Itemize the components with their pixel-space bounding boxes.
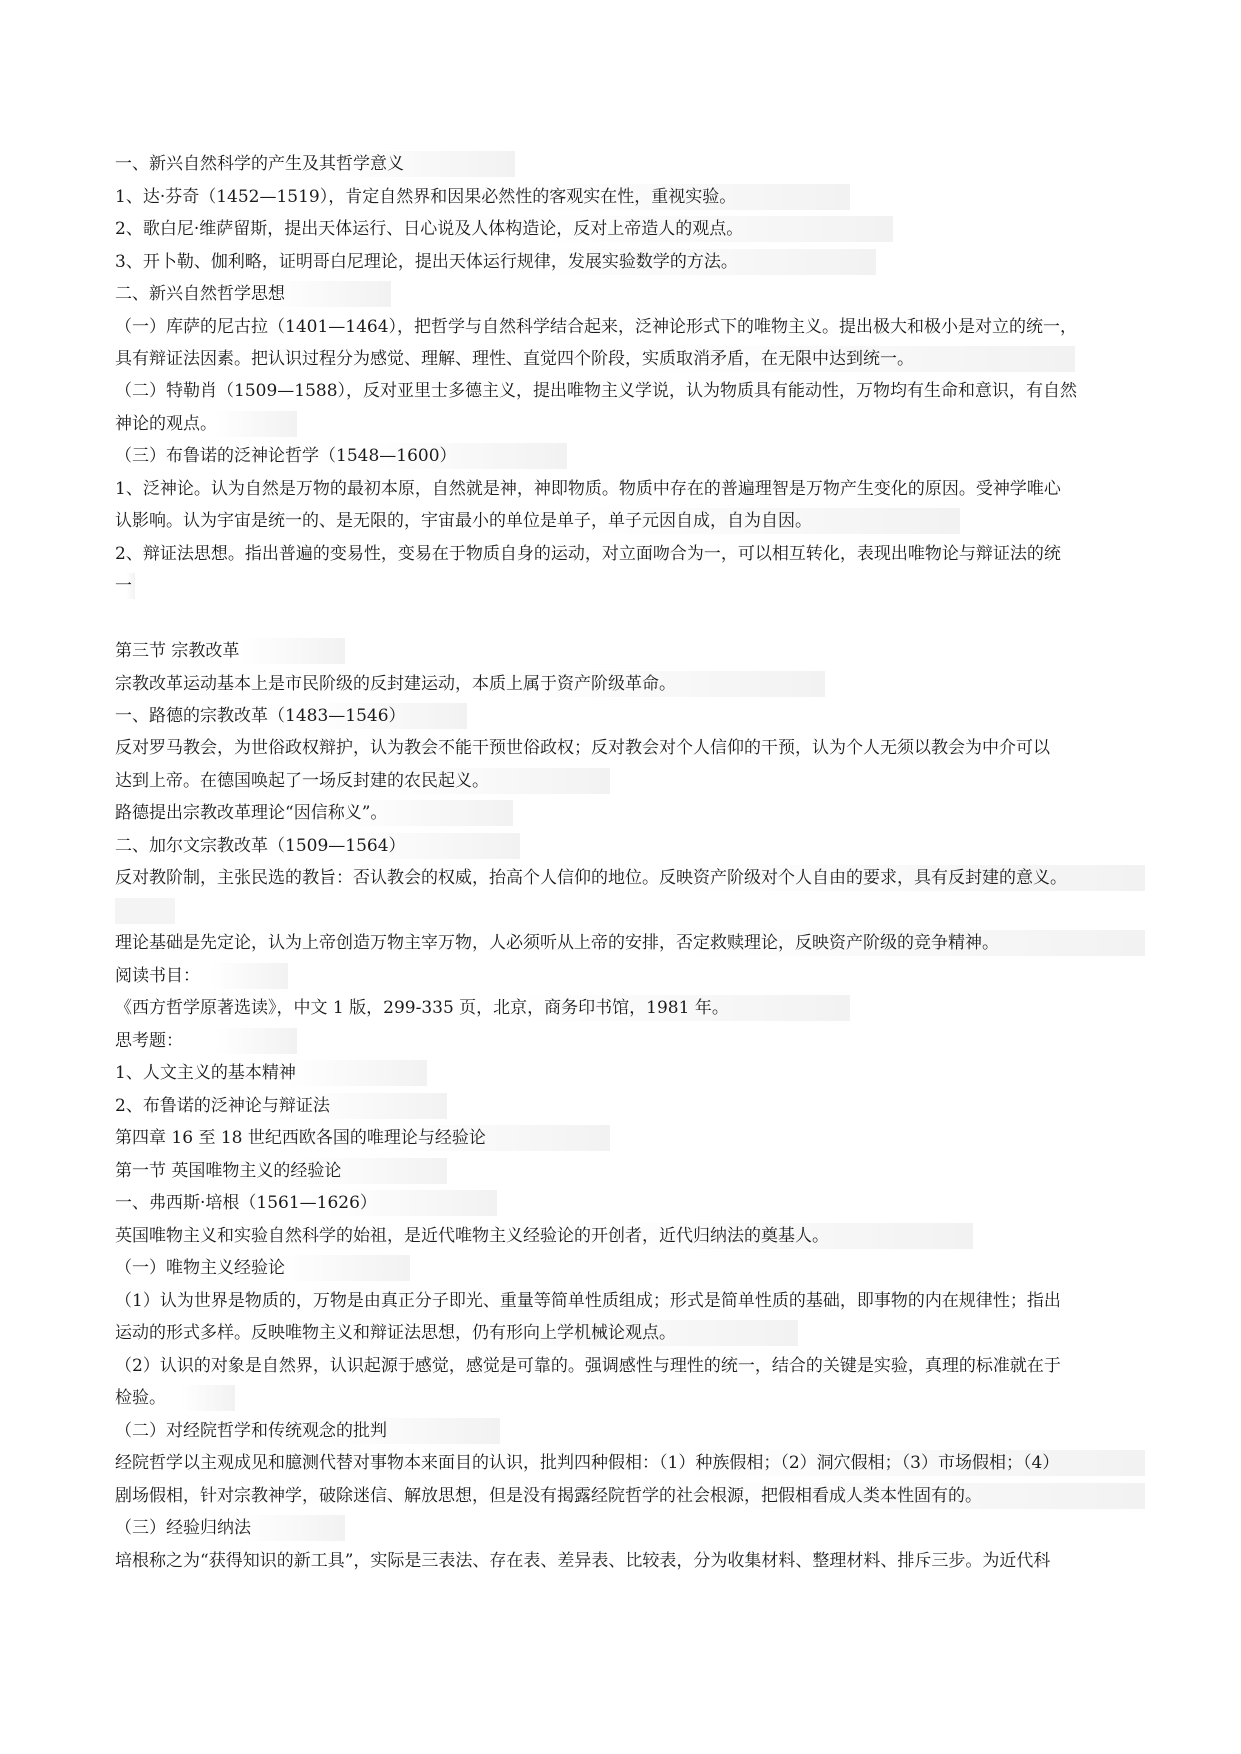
subsection-heading: （三）布鲁诺的泛神论哲学（1548—1600）: [115, 443, 567, 469]
text-line: 神论的观点。: [115, 411, 297, 437]
text-line: 宗教改革运动基本上是市民阶级的反封建运动，本质上属于资产阶级革命。: [115, 671, 825, 697]
text-line: 2、辩证法思想。指出普遍的变易性，变易在于物质自身的运动，对立面吻合为一，可以相互转化，表现出唯物论与辩证法的统: [115, 544, 1061, 564]
text-line: 经院哲学以主观成见和臆测代替对事物本来面目的认识，批判四种假相：（1）种族假相；（2）洞穴假相；（3）市场假相；（4）: [115, 1450, 1145, 1476]
text-line: 认影响。认为宇宙是统一的、是无限的，宇宙最小的单位是单子，单子元因自成，自为自因。: [115, 508, 960, 534]
subsection-heading: （一）唯物主义经验论: [115, 1255, 410, 1281]
text-line: 理论基础是先定论，认为上帝创造万物主宰万物，人必须听从上帝的安排，否定救赎理论，反映资产阶级的竞争精神。: [115, 930, 1145, 956]
text-line: 一: [115, 573, 135, 599]
text-line: 运动的形式多样。反映唯物主义和辩证法思想，仍有形向上学机械论观点。: [115, 1320, 798, 1346]
text-line: 思考题：: [115, 1028, 297, 1054]
text-line: 检验。: [115, 1385, 235, 1411]
text-line: 反对教阶制，主张民选的教旨：否认教会的权威，抬高个人信仰的地位。反映资产阶级对个人自由的要求，具有反封建的意义。: [115, 865, 1145, 891]
text-line: （2）认识的对象是自然界，认识起源于感觉，感觉是可靠的。强调感性与理性的统一，结合的关键是实验，真理的标准就在于: [115, 1356, 1061, 1376]
subsection-heading: （二）对经院哲学和传统观念的批判: [115, 1418, 500, 1444]
text-line: 达到上帝。在德国唤起了一场反封建的农民起义。: [115, 768, 610, 794]
text-line: 1、达·芬奇（1452—1519），肯定自然界和因果必然性的客观实在性，重视实验。: [115, 184, 850, 210]
text-line: 2、布鲁诺的泛神论与辩证法: [115, 1093, 447, 1119]
text-line: 2、歌白尼·维萨留斯，提出天体运行、日心说及人体构造论，反对上帝造人的观点。: [115, 216, 893, 242]
text-line: 培根称之为“获得知识的新工具”，实际是三表法、存在表、差异表、比较表，分为收集材料、整理材料、排斥三步。为近代科: [115, 1551, 1051, 1571]
subsection-heading: 二、加尔文宗教改革（1509—1564）: [115, 833, 520, 859]
text-line: 3、开卜勒、伽利略，证明哥白尼理论，提出天体运行规律，发展实验数学的方法。: [115, 249, 876, 275]
blank-line: [115, 898, 175, 924]
subsection-heading: （三）经验归纳法: [115, 1515, 345, 1541]
text-line: 具有辩证法因素。把认识过程分为感觉、理解、理性、直觉四个阶段，实质取消矛盾，在无限中达到统一。: [115, 346, 1075, 372]
section-heading: 第一节 英国唯物主义的经验论: [115, 1158, 447, 1184]
section-heading: 第三节 宗教改革: [115, 638, 345, 664]
text-line: 英国唯物主义和实验自然科学的始祖，是近代唯物主义经验论的开创者，近代归纳法的奠基人。: [115, 1223, 973, 1249]
text-line: 路德提出宗教改革理论“因信称义”。: [115, 800, 513, 826]
text-line: 1、泛神论。认为自然是万物的最初本原，自然就是神，神即物质。物质中存在的普遍理智是万物产生变化的原因。受神学唯心: [115, 479, 1061, 499]
section-heading: 二、新兴自然哲学思想: [115, 281, 391, 307]
subsection-heading: 一、路德的宗教改革（1483—1546）: [115, 703, 467, 729]
text-line: 1、人文主义的基本精神: [115, 1060, 427, 1086]
text-line: 反对罗马教会，为世俗政权辩护，认为教会不能干预世俗政权；反对教会对个人信仰的干预，认为个人无须以教会为中介可以: [115, 738, 1050, 758]
text-line: 《西方哲学原著选读》，中文 1 版，299-335 页，北京，商务印书馆，1981 年。: [115, 995, 850, 1021]
section-heading: 一、新兴自然科学的产生及其哲学意义: [115, 151, 515, 177]
subsection-heading: 一、弗西斯·培根（1561—1626）: [115, 1190, 497, 1216]
text-line: 阅读书目：: [115, 963, 288, 989]
text-line: （一）库萨的尼古拉（1401—1464），把哲学与自然科学结合起来，泛神论形式下的唯物主义。提出极大和极小是对立的统一，: [115, 317, 1078, 337]
text-line: （1）认为世界是物质的，万物是由真正分子即光、重量等简单性质组成；形式是简单性质的基础，即事物的内在规律性；指出: [115, 1291, 1061, 1311]
text-line: 剧场假相，针对宗教神学，破除迷信、解放思想，但是没有揭露经院哲学的社会根源，把假相看成人类本性固有的。: [115, 1483, 1145, 1509]
chapter-heading: 第四章 16 至 18 世纪西欧各国的唯理论与经验论: [115, 1125, 610, 1151]
text-line: （二）特勒肖（1509—1588），反对亚里士多德主义，提出唯物主义学说，认为物质具有能动性，万物均有生命和意识，有自然: [115, 381, 1078, 401]
